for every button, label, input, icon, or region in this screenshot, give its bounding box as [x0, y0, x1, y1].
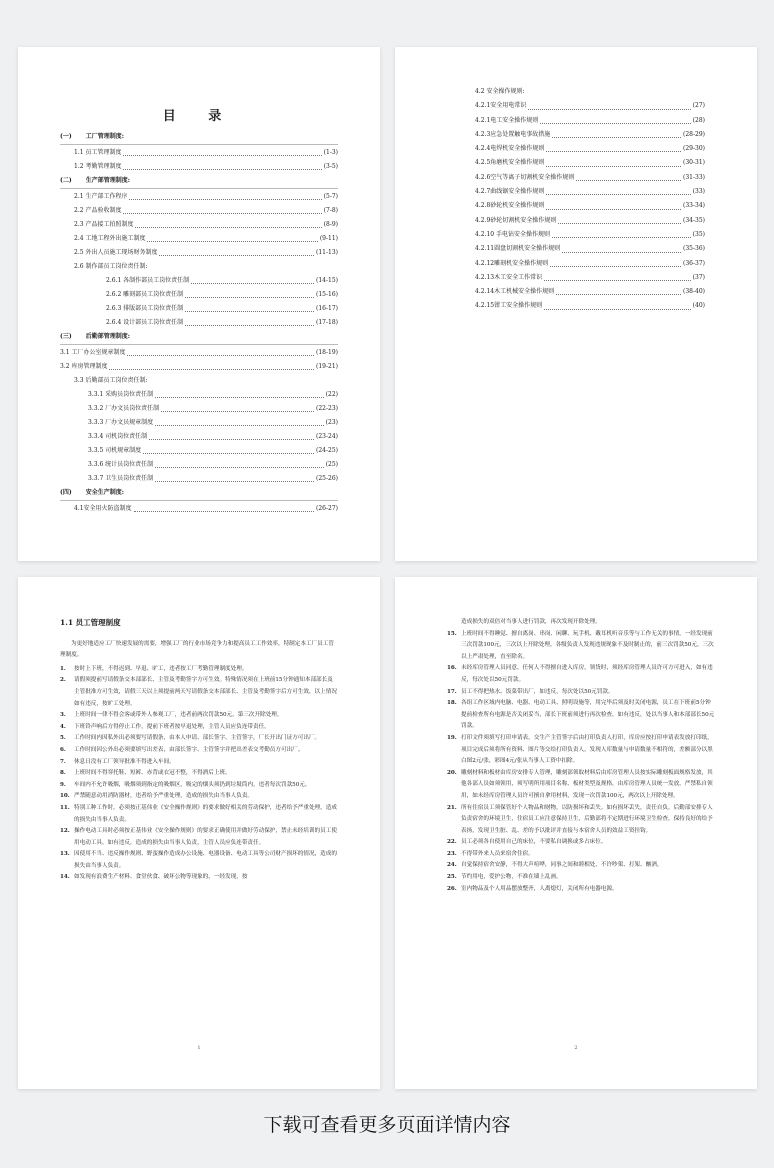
- toc-entry-label: 4.2.13木工安全工作常识: [475, 273, 543, 281]
- numbered-item: [447, 860, 715, 872]
- toc-entry: [60, 416, 338, 430]
- page-number: 2: [574, 1045, 578, 1051]
- toc-section-number: (一): [60, 133, 72, 140]
- numbered-item: [60, 675, 338, 710]
- toc-entry-page: (1-3): [323, 149, 338, 156]
- toc-page-2: [395, 47, 757, 561]
- section-rule: [60, 500, 338, 501]
- item-text: 节约用电，爱护公物，不准在墙上乱画。: [461, 874, 562, 881]
- toc-leader-dots: [558, 223, 681, 224]
- toc-entry-label: 3.3.2 厂办文员岗位责任制: [88, 405, 160, 412]
- toc-entry-label: 3.3.5 司机规章制度: [88, 447, 142, 454]
- item-text: 严禁随意动用消防器材，违者给予严重处理，造成的损失由当事人负责。: [74, 793, 254, 800]
- numbered-item: [60, 849, 338, 872]
- toc-entry-page: (40): [692, 302, 705, 310]
- item-text: 操作电动工具时必须按正基伟业《安全操作规则》的要求正确使用并做好劳动保护，禁止未经培训的员工使用电动工具。如有违反，造成的损失由当事人负责，主管人员应负连带责任。: [74, 828, 337, 846]
- toc-entry-label: 3.3.6 统计员岗位责任制: [88, 461, 154, 468]
- item-number: 12.: [60, 828, 70, 835]
- toc-leader-dots: [552, 237, 691, 238]
- numbered-item: [447, 837, 715, 849]
- toc-entry-label: 4.1安全用火防盗制度: [74, 505, 132, 512]
- item-text: 所有住宿员工须保管好个人物品和财物，以防损坏和丢失。如有损坏丢失，责任自负。后勤部安排专人负责宿舍的环境卫生，住宿员工应注意保持卫生，后勤部将不定期进行环境卫生检查，保持良好的给予表扬，发现卫生脏、乱、差的予以批评并直接与本宿舍人员的效益工资挂钩。: [461, 804, 713, 834]
- item-number: 26.: [447, 885, 457, 892]
- toc-entry-page: (34-35): [683, 216, 705, 224]
- toc-leader-dots: [546, 166, 681, 167]
- numbered-item: [447, 698, 715, 733]
- download-more-caption[interactable]: 下载可查看更多页面详情内容: [263, 1114, 511, 1136]
- toc-entry: [475, 285, 705, 299]
- toc-leader-dots: [552, 137, 681, 138]
- toc-entry-label: 2.4 工地工程外出施工制度: [74, 235, 146, 242]
- item-text: 上班时间不得睡觉、擅自离岗、串岗、闲聊、玩手机、戴耳机听音乐等与工作无关的事情，一经发现前三次罚款100元，三次以上开除处理，各级负责人发现违规现象不及时制止的，前三次罚款50元，三次以上严肃处理，直至除名。: [461, 630, 714, 660]
- toc-section-heading: [60, 486, 338, 500]
- toc-entry: [475, 242, 705, 256]
- numbered-item: [447, 803, 715, 838]
- toc-entry: [475, 185, 705, 199]
- item-number: 16.: [447, 665, 457, 672]
- item-number: 13.: [60, 851, 70, 858]
- toc-entry-page: (8-9): [323, 221, 338, 228]
- toc-leader-dots: [185, 325, 314, 326]
- toc-section-number: (四): [60, 489, 72, 496]
- toc-entry-page: (18-19): [316, 349, 338, 356]
- toc-entry: [60, 274, 338, 288]
- toc-entry: [60, 302, 338, 316]
- toc-leader-dots: [149, 439, 314, 440]
- toc-entry: [60, 232, 338, 246]
- toc-leader-dots: [546, 151, 681, 152]
- toc-entry-label: 2.2 产品验收制度: [74, 207, 122, 214]
- item-text: 员工不得把热水、饭菜带出厂，如违反，每次处以50元罚款。: [461, 688, 614, 695]
- toc-entry: [60, 218, 338, 232]
- toc-entry: [60, 316, 338, 330]
- document-page-1: [18, 577, 380, 1089]
- numbered-item: [60, 791, 338, 803]
- toc-entry-page: (28-29): [683, 130, 705, 138]
- toc-leader-dots: [147, 241, 317, 242]
- toc-entry-page: (30-31): [683, 159, 705, 167]
- toc-entry: [60, 190, 338, 204]
- toc-entry-label: 3.2 库房管理制度: [60, 363, 108, 370]
- numbered-item: [447, 768, 715, 803]
- item-number: 19.: [447, 734, 457, 741]
- toc-entry: [475, 156, 705, 170]
- toc-section-title: 生产部管理制度:: [85, 177, 130, 184]
- toc-entry-label: 4.2.9砂轮切割机安全操作规则: [475, 216, 557, 224]
- toc-entry: [60, 246, 338, 260]
- numbered-item: [447, 629, 715, 664]
- numbered-item: [60, 722, 338, 734]
- toc-entry-page: (38-40): [683, 288, 705, 296]
- toc-section-heading: [60, 174, 338, 188]
- item-text: 自觉保持宿舍安静，不得大声喧哗，同事之间和睦相处，不许吵架、打架、酗酒。: [461, 862, 663, 869]
- item-number: 4.: [60, 723, 66, 730]
- item-text: 因使用不当、违反操作规则、野蛮操作造成办公设施、电器设备、电动工具等公司财产损坏的情况，造成的损失由当事人负责。: [74, 851, 337, 869]
- item-number: 21.: [447, 804, 457, 811]
- toc-entry-label: 4.2.6空气等离子切割机安全操作规则: [475, 173, 575, 181]
- toc-entry: [475, 114, 705, 128]
- toc-entry: [475, 299, 705, 313]
- toc-entry: [475, 171, 705, 185]
- item-text: 雕刻材料和板材由库房安排专人管理，雕刻部领取材料后由库房管理人员按实际雕刻板面规格发放，其他各部人员如须领用，须写明所用项目名称、板材类型及规格，由库房管理人员统一发放，严禁私自领用，如未经库房管理人员许可擅自拿用材料，发现一次罚款100元，两次以上开除处理。: [461, 769, 713, 799]
- toc-entry-label: 3.3.4 司机岗位责任制: [88, 433, 148, 440]
- toc-title: 目 录: [162, 109, 236, 124]
- numbered-item: [60, 733, 338, 745]
- toc2-heading: 4.2 安全操作规则:: [475, 88, 525, 95]
- numbered-item: [60, 664, 338, 676]
- item-number: 9.: [60, 781, 66, 788]
- toc-leader-dots: [185, 297, 314, 298]
- toc-entry-label: 4.2.1电工安全操作规则: [475, 116, 539, 124]
- item-number: 22.: [447, 839, 457, 846]
- item-text: 工作时间因公外出必须要填写出差表，由部长签字、主管签字并把出差表交考勤员方可出厂。: [74, 746, 304, 753]
- toc-entry: [60, 288, 338, 302]
- toc-entry-label: 2.3 产品接工拍照制度: [74, 221, 134, 228]
- document-page-2: [395, 577, 757, 1089]
- item-text: 请假须提前写请假条交本部部长、主管及考勤签字方可生效。特殊情况须在上班前15分钟通知本部部长及主管批准方可生效，请假三天以上须提前两天写请假条交本部部长、主管及考勤签字后方可生效，以上情况如有违反，按旷工处理。: [74, 677, 337, 707]
- toc-entry-page: (33): [692, 188, 705, 196]
- item-number: 7.: [60, 758, 66, 765]
- toc-leader-dots: [544, 309, 691, 310]
- toc-entry: [60, 360, 338, 374]
- item-text: 工作时间内因私外出必须要写请假条，由本人申请、部长签字、主管签字，厂长开出门证方可出厂。: [74, 735, 321, 742]
- toc-leader-dots: [129, 199, 321, 200]
- numbered-item: [60, 768, 338, 780]
- item-text: 下班铃声响后方得停止工作，提前下班者按早退处理，主管人员应负连带责任。: [74, 723, 270, 730]
- numbered-item: [60, 803, 338, 826]
- numbered-item: [60, 757, 338, 769]
- toc-section-number: (三): [60, 333, 72, 340]
- toc-leader-dots: [155, 481, 314, 482]
- toc-entry: [60, 430, 338, 444]
- toc-entry-page: (16-17): [316, 305, 338, 312]
- item-number: 3.: [60, 712, 66, 719]
- toc-entry: [475, 214, 705, 228]
- toc-entry: [60, 374, 338, 388]
- toc-entry-page: (5-7): [323, 193, 338, 200]
- toc-entry-page: (17-18): [316, 319, 338, 326]
- toc-entry-label: 2.6.3 排版部员工岗位责任制: [106, 305, 184, 312]
- toc-entry-page: (15-16): [316, 291, 338, 298]
- toc-leader-dots: [562, 252, 681, 253]
- toc-entry-label: 2.6.4 设计部员工岗位责任制: [106, 319, 184, 326]
- toc-section-number: (二): [60, 177, 72, 184]
- numbered-item: [60, 872, 338, 884]
- toc-leader-dots: [155, 425, 323, 426]
- toc-entry: [60, 458, 338, 472]
- item-number: 5.: [60, 735, 66, 742]
- numbered-item: [60, 710, 338, 722]
- item-text: 各组工作区域内电脑、电器、电动工具、照明设施等，用完毕后须及时关闭电源，员工在下班前5分钟提前检查所有电源是否关闭妥当，部长下班前须进行再次检查，如有违反，处以当事人和本部部长50元罚款。: [461, 700, 715, 730]
- toc-entry-label: 4.2.1安全用电常识: [475, 102, 527, 110]
- page2-body: [447, 617, 715, 895]
- toc-entry-label: 2.5 外出人员施工现场财务制度: [74, 249, 158, 256]
- numbered-item: [447, 733, 715, 768]
- toc-entry-label: 3.3.3 厂办文员规章制度: [88, 419, 154, 426]
- toc-entry-page: (26-27): [316, 505, 338, 512]
- item-number: 8.: [60, 770, 66, 777]
- toc-entry-label: 3.3 后勤部员工岗位责任制:: [74, 377, 148, 384]
- numbered-item: [447, 687, 715, 699]
- toc-entry-page: (23): [325, 419, 338, 426]
- toc-entry-label: 2.6 制作部员工岗位责任制:: [74, 263, 148, 270]
- item-text: 如发现有浪费生产材料、食堂伙食、破坏公物等现象的，一经发现，按: [74, 874, 248, 881]
- item-number: 11.: [60, 804, 70, 811]
- item-text: 打印文件须填写打印申请表，交生产主管签字后由打印负责人打印，库房应按打印申请表发放打印纸，项目完成后须将所有资料、图片等交给打印负责人，发现人库数量与申请数量不相符的，差额部分以黑白图2元/张，彩图4元/张从当事人工资中扣除。: [461, 734, 713, 765]
- toc-entry-label: 2.6.2 雕刻部员工岗位责任制: [106, 291, 184, 298]
- toc-entry-label: 4.2.7曲线锯安全操作规则: [475, 188, 545, 196]
- toc-entry-page: (37): [692, 273, 705, 281]
- toc-entry-page: (24-25): [316, 447, 338, 454]
- toc-leader-dots: [143, 453, 314, 454]
- toc-entry-label: 4.2.14木工机械安全操作规则: [475, 288, 555, 296]
- toc-entry-page: (23-24): [316, 433, 338, 440]
- toc-entry-label: 2.6.1 各制作部员工岗位责任制: [106, 277, 190, 284]
- item-number: 17.: [447, 688, 457, 695]
- toc-list-2: [475, 85, 705, 314]
- item-text: 上班时间不得穿托鞋、短裤、赤背或衣冠不整，不得酒后上班。: [74, 770, 231, 777]
- toc-entry: [475, 199, 705, 213]
- toc-entry-page: (7-8): [323, 207, 338, 214]
- toc-entry-label: 3.3.1 采购员岗位责任制: [88, 391, 154, 398]
- toc-entry: [60, 472, 338, 486]
- toc-page: [18, 47, 380, 561]
- toc-leader-dots: [123, 169, 321, 170]
- toc-section-title: 安全生产制度:: [85, 489, 124, 496]
- toc-entry: [60, 260, 338, 274]
- toc-leader-dots: [576, 180, 681, 181]
- toc-leader-dots: [556, 294, 681, 295]
- section-heading: 1.1 员工管理制度: [60, 618, 121, 627]
- toc-leader-dots: [159, 255, 314, 256]
- toc-entry: [475, 228, 705, 242]
- toc-entry-page: (25-26): [316, 475, 338, 482]
- toc-leader-dots: [134, 511, 314, 512]
- toc-entry-label: 3.3.7 卫生员岗位责任制: [88, 475, 154, 482]
- toc-section-title: 后勤部管理制度:: [85, 333, 130, 340]
- item-text: 特别工种工作时，必须按正基伟业《安全操作规则》的要求做好相关的劳动保护，违者给予严重处理，造成的损失由当事人负责。: [74, 804, 337, 823]
- toc-entry-label: 4.2.12雕刻机安全操作规则: [475, 259, 549, 267]
- page-number: 1: [197, 1045, 201, 1051]
- toc-entry-page: (22): [325, 391, 338, 398]
- item-text: 不得带外来人员来宿舍住宿。: [461, 850, 534, 857]
- toc-leader-dots: [155, 397, 323, 398]
- toc-entry-label: 4.2.8砂轮机安全操作规则: [475, 202, 545, 210]
- toc-entry: [475, 257, 705, 271]
- toc-entry-page: (19-21): [316, 363, 338, 370]
- toc-entry: [475, 142, 705, 156]
- item-number: 14.: [60, 874, 70, 881]
- item-text: 按时上下班，不得迟到、早退、旷工，违者按工厂考勤管理制度处理。: [74, 665, 248, 672]
- toc-entry-label: 1.2 考勤管理制度: [74, 163, 122, 170]
- item-number: 2.: [60, 677, 66, 684]
- toc-entry-page: (28): [692, 116, 705, 124]
- toc-entry-page: (22-23): [316, 405, 338, 412]
- item-number: 10.: [60, 793, 70, 800]
- item-number: 1.: [60, 665, 66, 672]
- item-text: 车间内不允许吸烟，吸烟须到指定的吸烟区，吸完的烟头须扔到垃圾筒内。违者每次罚款50元。: [74, 781, 311, 788]
- numbered-item: [60, 745, 338, 757]
- toc-entry-label: 1.1 员工管理制度: [74, 149, 122, 156]
- toc-leader-dots: [135, 227, 321, 228]
- toc-leader-dots: [127, 355, 314, 356]
- toc-entry-label: 4.2.11圆盘切割机安全操作规则: [475, 245, 561, 253]
- toc-leader-dots: [191, 283, 314, 284]
- numbered-item: [447, 884, 715, 896]
- toc-leader-dots: [528, 109, 690, 110]
- toc-entry-label: 4.2.10 手电钻安全操作规则: [475, 230, 550, 238]
- numbered-item: [447, 663, 715, 686]
- toc-entry: [475, 128, 705, 142]
- toc-entry-label: 4.2.3应急处置触电事故措施: [475, 130, 551, 138]
- toc-leader-dots: [544, 280, 691, 281]
- toc-leader-dots: [550, 266, 681, 267]
- toc-entry-label: 2.1 生产部工作程序: [74, 193, 128, 200]
- toc-entry-page: (11-13): [316, 249, 338, 256]
- toc-entry-page: (31-33): [683, 173, 705, 181]
- toc-entry-page: (9-11): [319, 235, 338, 242]
- numbered-item: [447, 872, 715, 884]
- toc-entry-page: (33-34): [683, 202, 705, 210]
- section-rule: [60, 188, 338, 189]
- section-rule: [60, 344, 338, 345]
- toc-entry: [475, 271, 705, 285]
- toc-leader-dots: [109, 369, 314, 370]
- toc-entry: [60, 444, 338, 458]
- toc-entry-label: 4.2.5角磨机安全操作规则: [475, 159, 545, 167]
- toc-entry: [60, 346, 338, 360]
- toc-leader-dots: [185, 311, 314, 312]
- toc-entry-label: 4.2.15钳工安全操作规则: [475, 302, 543, 310]
- item-number: 23.: [447, 850, 457, 857]
- item-text: 员工必须各自使用自己的床位，不要私自调换或多占床位。: [461, 839, 607, 846]
- toc-entry: [60, 502, 338, 516]
- toc-entry-label: 4.2.4电焊机安全操作规则: [475, 145, 545, 153]
- numbered-item: [60, 826, 338, 849]
- item-text: 上班时间一律不得会客或带外人参观工厂，违者前两次罚款50元，第三次开除处理。: [74, 712, 283, 719]
- toc-leader-dots: [155, 467, 323, 468]
- item-text: 未经库房管理人员同意，任何人不得擅自进入库房，领货时，须经库房管理人员许可方可进入，如有违反，每次处以50元罚款。: [461, 665, 713, 683]
- numbered-item: [60, 780, 338, 792]
- toc-entry: [475, 99, 705, 113]
- section-rule: [60, 144, 338, 145]
- toc-leader-dots: [546, 209, 681, 210]
- item-number: 6.: [60, 746, 66, 753]
- item-number: 25.: [447, 874, 457, 881]
- item-number: 18.: [447, 700, 457, 707]
- toc-entry-page: (25): [325, 461, 338, 468]
- item-text: 休息日没有工厂领导批准不得进入车间。: [74, 758, 175, 765]
- item-number: 20.: [447, 769, 457, 776]
- toc-entry-page: (14-15): [316, 277, 338, 284]
- toc-list: [60, 130, 338, 516]
- toc-leader-dots: [123, 155, 321, 156]
- toc-leader-dots: [546, 194, 690, 195]
- toc-entry-page: (27): [692, 102, 705, 110]
- toc-leader-dots: [161, 411, 314, 412]
- toc-entry-page: (29-30): [683, 145, 705, 153]
- toc-entry-page: (36-37): [683, 259, 705, 267]
- toc-entry-label: 3.1 工厂办公室规章制度: [60, 349, 126, 356]
- numbered-item: [447, 849, 715, 861]
- toc-section-heading: [60, 130, 338, 144]
- toc-entry: [60, 402, 338, 416]
- toc-entry-page: (35): [692, 230, 705, 238]
- toc-section-heading: [60, 330, 338, 344]
- toc-entry-page: (3-5): [323, 163, 338, 170]
- toc-entry: [60, 146, 338, 160]
- item-text: 室内物品及个人用品摆放整齐，人离熄灯，关闭所有电器电源。: [461, 885, 618, 892]
- item-number: 24.: [447, 862, 457, 869]
- toc-entry: [60, 160, 338, 174]
- continued-text: 造成损失的双倍对当事人进行罚款，再次发现开除处理。: [461, 619, 601, 625]
- item-number: 15.: [447, 630, 457, 637]
- intro-paragraph: 为更好地适应工厂快速发展的需要，增强工厂的行业市场竞争力和提高员工工作效率，特制定本工厂员工管理制度。: [60, 640, 334, 659]
- toc-leader-dots: [123, 213, 321, 214]
- toc-entry: [60, 388, 338, 402]
- toc-section-title: 工厂管理制度:: [85, 133, 124, 140]
- toc-entry-page: (35-36): [683, 245, 705, 253]
- toc-leader-dots: [540, 123, 690, 124]
- page1-body: [60, 617, 338, 884]
- toc-entry: [60, 204, 338, 218]
